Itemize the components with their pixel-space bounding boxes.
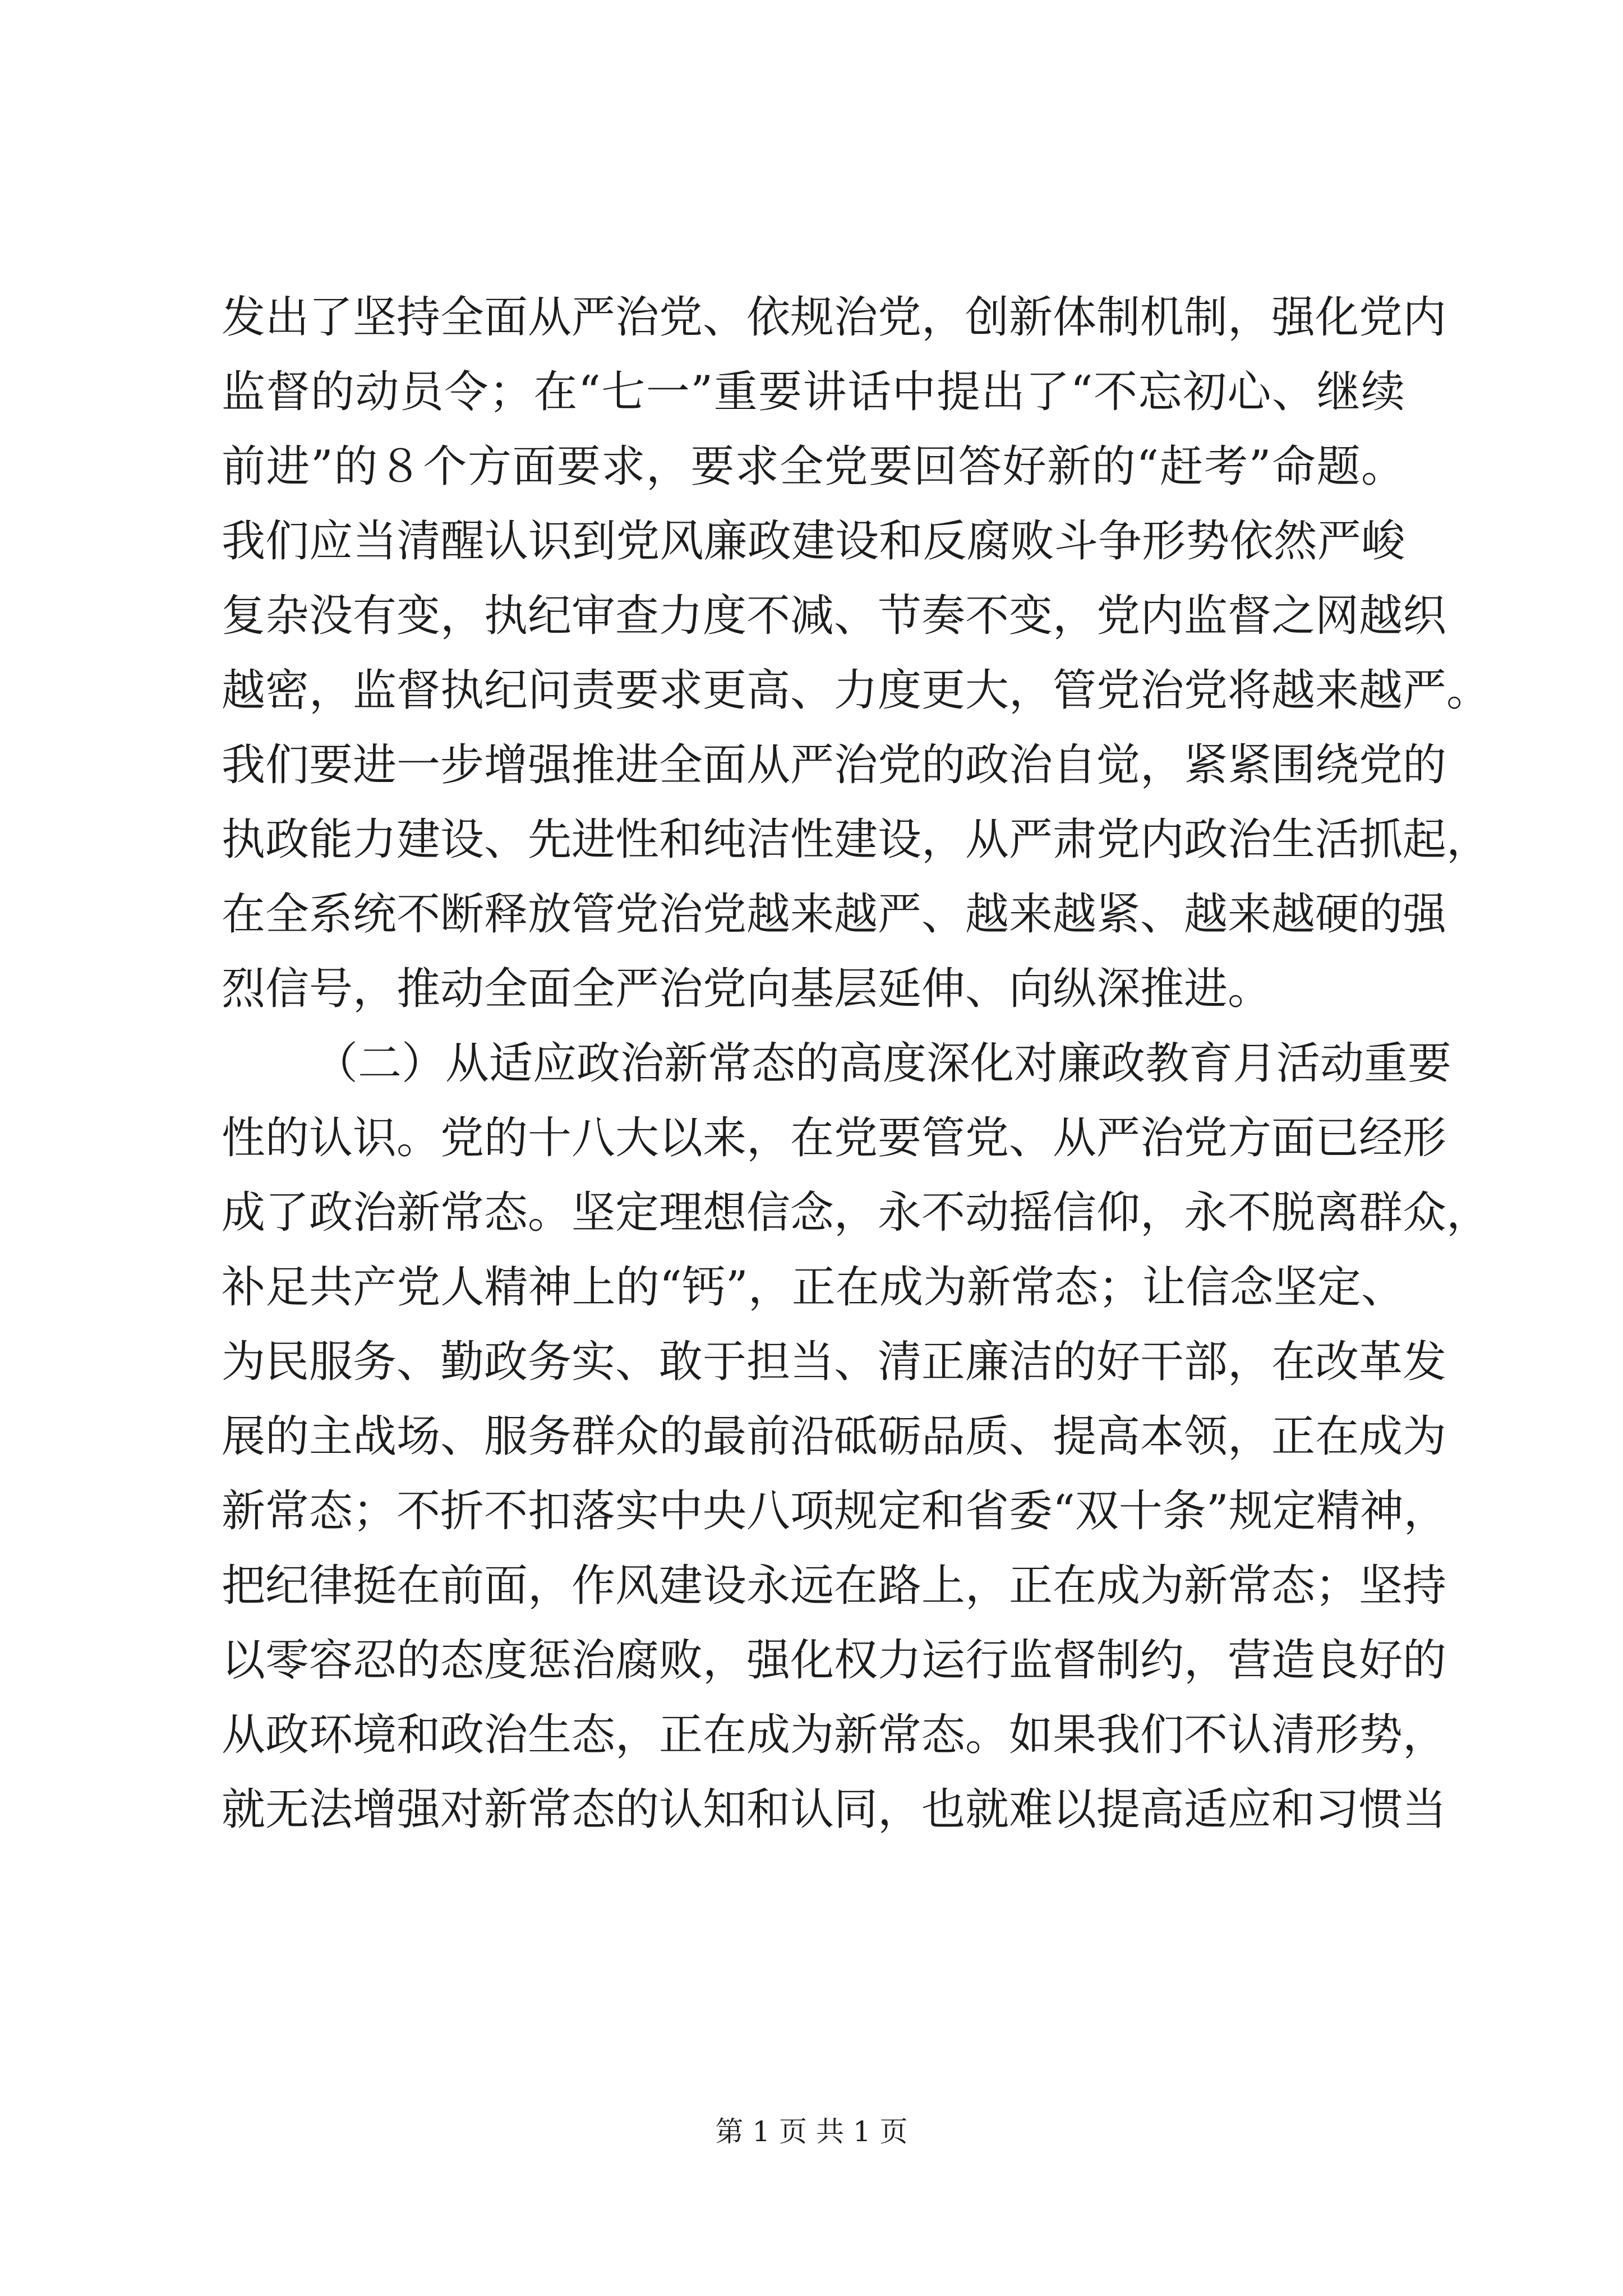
text-line: 前进”的８个方面要求，要求全党要回答好新的“赶考”命题。 [222,441,1405,492]
text-line: 为民服务、勤政务实、敢于担当、清正廉洁的好干部，在改革发 [222,1337,1447,1387]
text-line: 监督的动员令；在“七一”重要讲话中提出了“不忘初心、继续 [222,367,1405,417]
text-line: 从政环境和政治生态，正在成为新常态。如果我们不认清形势， [222,1710,1447,1760]
text-line: 烈信号，推动全面全严治党向基层延伸、向纵深推进。 [222,964,1272,1014]
text-line: 性的认识。党的十八大以来，在党要管党、从严治党方面已经形 [222,1113,1447,1163]
page-footer [0,2114,1623,2150]
text-line: 补足共产党人精神上的“钙”，正在成为新常态；让信念坚定、 [222,1262,1405,1313]
text-line: 执政能力建设、先进性和纯洁性建设，从严肃党内政治生活抓起， [222,815,1491,865]
text-line: 发出了坚持全面从严治党、依规治党，创新体制机制，强化党内 [222,292,1447,343]
text-line: 展的主战场、服务群众的最前沿砥砺品质、提高本领，正在成为 [222,1411,1447,1462]
text-line: 越密，监督执纪问责要求更高、力度更大，管党治党将越来越严。 [222,665,1491,716]
text-line: 把纪律挺在前面，作风建设永远在路上，正在成为新常态；坚持 [222,1561,1447,1611]
text-line: 就无法增强对新常态的认知和认同，也就难以提高适应和习惯当 [222,1784,1447,1835]
text-line: 新常态；不折不扣落实中央八项规定和省委“双十条”规定精神， [222,1486,1447,1536]
text-line: 以零容忍的态度惩治腐败，强化权力运行监督制约，营造良好的 [222,1635,1447,1686]
page-number: 第 1 页 共 1 页 [715,2115,908,2148]
text-line: 我们要进一步增强推进全面从严治党的政治自觉，紧紧围绕党的 [222,740,1447,790]
text-line: 成了政治新常态。坚定理想信念，永不动摇信仰，永不脱离群众， [222,1188,1491,1238]
text-line: 在全系统不断释放管党治党越来越严、越来越紧、越来越硬的强 [222,889,1447,940]
text-line: 复杂没有变，执纪审查力度不减、节奏不变，党内监督之网越织 [222,591,1447,641]
text-line: 我们应当清醒认识到党风廉政建设和反腐败斗争形势依然严峻 [222,516,1405,567]
section-heading-line: （二）从适应政治新常态的高度深化对廉政教育月活动重要 [314,1038,1452,1089]
